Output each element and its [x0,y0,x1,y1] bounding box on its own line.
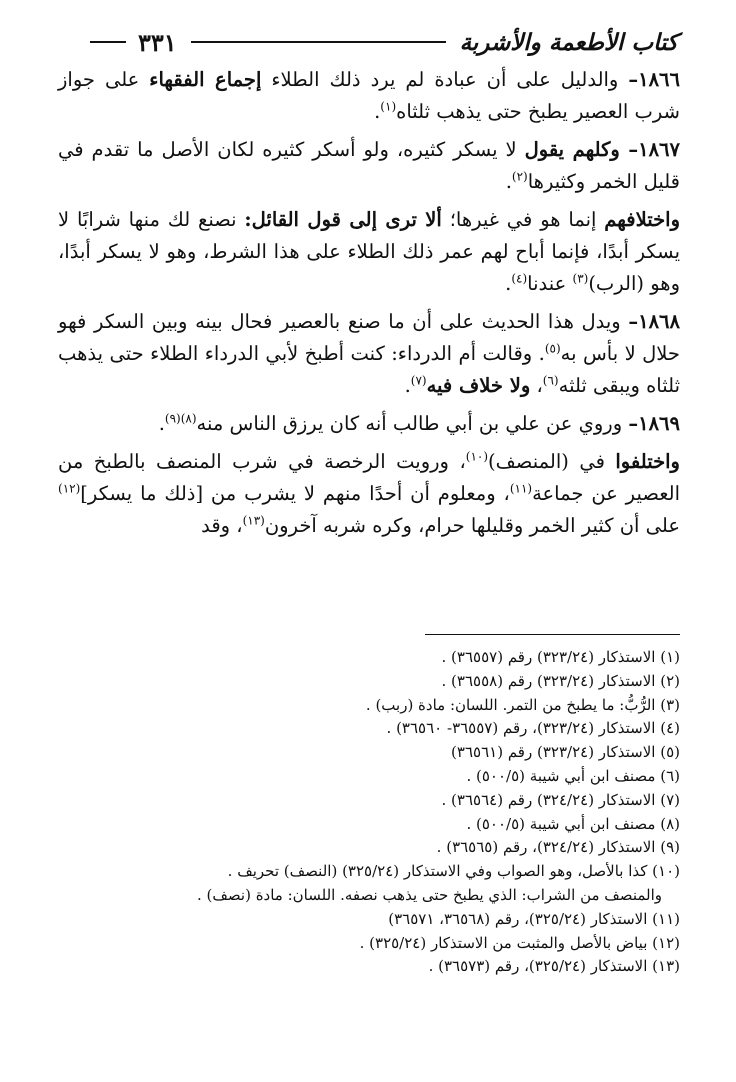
footnote-continuation: والمنصف من الشراب: الذي يطبخ حتى يذهب نصفه. اللسان: مادة (نصف) . [196,885,662,904]
header-rule [191,41,446,43]
footnote: (٩) الاستذكار (٣٢٤/٢٤)، رقم (٣٦٥٦٥) . [436,838,680,857]
paragraph-number: ١٨٦٨– [628,310,680,333]
footnote-marker: (١) [380,99,397,114]
footnote-marker: (٥) [544,341,561,356]
running-title: كتاب الأطعمة والأشربة [459,28,678,56]
header-dash [90,41,126,43]
paragraph-text: ، وقد [201,514,243,537]
bold-phrase: إجماع الفقهاء [149,68,262,91]
paragraph-text: . [505,272,512,295]
paragraph-1868 [58,306,680,402]
paragraph-text: . وقالت أم الدرداء: كنت أطبخ لأبي الدرداء الطلاء حتى يذهب ثلثاه ويبقى ثلثه [58,342,680,397]
paragraph-text: في (المنصف) [488,450,616,473]
paragraph-text: . [505,170,512,193]
footnote: (٦) مصنف ابن أبي شيبة (٥٠٠/٥) . [466,766,680,785]
footnote-separator [425,634,680,635]
paragraph-text: . [158,412,165,435]
paragraph-1866 [58,64,680,128]
footnote: (٢) الاستذكار (٣٢٣/٢٤) رقم (٣٦٥٥٨) . [441,671,680,690]
footnote-marker: (٨)(٩) [164,411,197,426]
paragraph-text: ، ومعلوم أن أحدًا منهم لا يشرب من [ذلك ما يسكر] [80,482,510,505]
footnote: (١٣) الاستذكار (٣٢٥/٢٤)، رقم (٣٦٥٧٣) . [428,957,680,976]
paragraph-text: على أن كثير الخمر وقليلها حرام، وكره شربه آخرون [264,514,680,537]
paragraph-number: ١٨٦٧– وكلهم يقول [524,138,681,161]
paragraph-1867 [58,134,680,198]
bold-phrase: ألا ترى إلى قول القائل: [244,208,442,231]
paragraph-text: إنما هو في غيرها؛ [441,208,605,231]
footnote: (١) الاستذكار (٣٢٣/٢٤) رقم (٣٦٥٥٧) . [441,648,680,666]
footnote-marker: (٦) [542,373,559,388]
page-header [90,22,678,62]
paragraph-text: عندنا [527,272,573,295]
paragraph-text: على جواز شرب العصير يطبخ حتى يذهب ثلثاه [58,68,680,123]
paragraph-text: نصنع لك منها شرابًا لا يسكر أبدًا، فإنما أباح لهم عمر ذلك الطلاء على هذا الشرط، وهو لا يسكر أبدًا، وهو (الرب) [58,208,680,295]
paragraph-number: ١٨٦٩– [628,412,680,435]
paragraph-1869 [58,408,680,440]
footnote: (٧) الاستذكار (٣٢٤/٢٤) رقم (٣٦٥٦٤) . [441,790,680,809]
paragraph-text: ويدل هذا الحديث على أن ما صنع بالعصير فحال بينه وبين السكر فهو حلال لا بأس به [58,310,680,365]
page-number: ٣٣١ [138,27,177,57]
footnote-marker: (١٣) [242,513,265,528]
footnotes [58,646,680,979]
paragraph-lead: واختلافهم [604,208,680,231]
paragraph-text: . [404,374,411,397]
footnote: (١١) الاستذكار (٣٢٥/٢٤)، رقم (٣٦٥٦٨، ٣٦٥٧١) [388,909,680,928]
footnote-marker: (١١) [509,481,533,496]
footnote-marker: (١٢) [58,481,81,496]
paragraph-text: ، [530,374,543,397]
paragraph-number: ١٨٦٦– [628,68,680,91]
footnote: (١٢) بياض بالأصل والمثبت من الاستذكار (٣٢٥/٢٤) . [359,933,680,952]
paragraph-text: ، ورويت الرخصة في شرب المنصف بالطبخ من العصير عن جماعة [58,450,681,505]
footnote: (٥) الاستذكار (٣٢٣/٢٤) رقم (٣٦٥٦١) [451,743,680,762]
footnote: (٨) مصنف ابن أبي شيبة (٥٠٠/٥) . [466,814,680,833]
footnote-marker: (٧) [410,373,427,388]
bold-phrase: ولا خلاف فيه [426,374,531,397]
footnote: (١٠) كذا بالأصل، وهو الصواب وفي الاستذكار (٣٢٥/٢٤) (النصف) تحريف . [227,862,680,881]
paragraph-ikhtalafu [58,446,680,542]
footnote-marker: (٤) [511,271,528,286]
paragraph-text: وروي عن علي بن أبي طالب أنه كان يرزق الناس منه [196,412,629,435]
paragraph-text: والدليل على أن عبادة لم يرد ذلك الطلاء [261,68,629,91]
footnote-marker: (١٠) [465,449,489,464]
footnote: (٤) الاستذكار (٣٢٣/٢٤)، رقم (٣٦٥٥٧- ٣٦٥٦٠) . [386,719,680,738]
paragraph-text: . [374,100,381,123]
main-text [58,64,680,548]
footnote: (٣) الرُّبُّ: ما يطبخ من التمر. اللسان: مادة (ربب) . [365,695,680,714]
paragraph-text: لا يسكر كثيره، ولو أسكر كثيره لكان الأصل ما تقدم في قليل الخمر وكثيرها [58,138,680,193]
paragraph-ikhtilafuhum [58,204,680,300]
footnote-marker: (٢) [511,169,528,184]
paragraph-lead: واختلفوا [615,450,680,473]
footnote-marker: (٣) [572,271,589,286]
